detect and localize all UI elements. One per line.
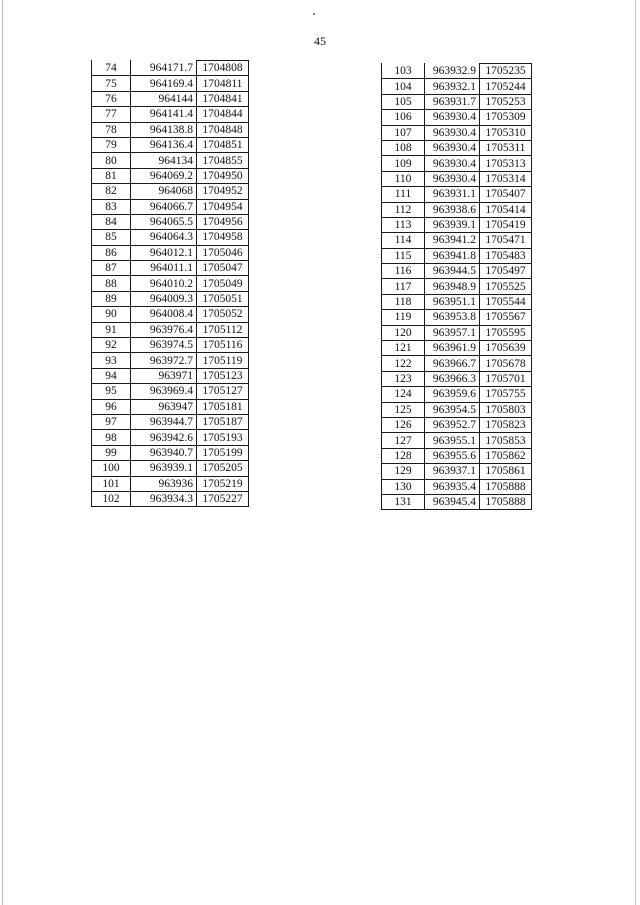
point-number-cell: 88	[92, 276, 131, 291]
y-coordinate-cell: 1705227	[197, 491, 249, 506]
point-number-cell: 77	[92, 107, 131, 122]
y-coordinate-cell: 1705199	[197, 445, 249, 460]
table-row	[92, 291, 249, 306]
table-row	[382, 479, 532, 494]
x-coordinate-cell: 964169.4	[131, 76, 197, 91]
table-row	[382, 79, 532, 94]
x-coordinate-cell: 963941.8	[425, 248, 480, 263]
y-coordinate-cell: 1705755	[480, 387, 532, 402]
x-coordinate-cell: 963930.4	[425, 140, 480, 155]
y-coordinate-cell: 1704841	[197, 91, 249, 106]
x-coordinate-cell: 963934.3	[131, 491, 197, 506]
y-coordinate-cell: 1705678	[480, 356, 532, 371]
point-number-cell: 100	[92, 461, 131, 476]
table-row	[92, 230, 249, 245]
table-row	[382, 387, 532, 402]
table-row	[382, 341, 532, 356]
y-coordinate-cell: 1705888	[480, 479, 532, 494]
point-number-cell: 94	[92, 368, 131, 383]
x-coordinate-cell: 964141.4	[131, 107, 197, 122]
y-coordinate-cell: 1705193	[197, 430, 249, 445]
table-row	[382, 202, 532, 217]
y-coordinate-cell: 1705112	[197, 322, 249, 337]
point-number-cell: 130	[382, 479, 425, 494]
point-number-cell: 128	[382, 448, 425, 463]
x-coordinate-cell: 963945.4	[425, 494, 480, 509]
table-row	[382, 187, 532, 202]
point-number-cell: 111	[382, 187, 425, 202]
table-row	[92, 307, 249, 322]
point-number-cell: 122	[382, 356, 425, 371]
table-row	[92, 245, 249, 260]
table-row	[92, 384, 249, 399]
y-coordinate-cell: 1704954	[197, 199, 249, 214]
point-number-cell: 95	[92, 384, 131, 399]
x-coordinate-cell: 963948.9	[425, 279, 480, 294]
y-coordinate-cell: 1705181	[197, 399, 249, 414]
point-number-cell: 85	[92, 230, 131, 245]
table-row	[382, 233, 532, 248]
point-number-cell: 99	[92, 445, 131, 460]
table-row	[92, 476, 249, 491]
x-coordinate-cell: 963959.6	[425, 387, 480, 402]
point-number-cell: 131	[382, 494, 425, 509]
y-coordinate-cell: 1705123	[197, 368, 249, 383]
table-row	[382, 294, 532, 309]
table-row	[92, 353, 249, 368]
point-number-cell: 84	[92, 214, 131, 229]
point-number-cell: 107	[382, 125, 425, 140]
table-row	[92, 430, 249, 445]
x-coordinate-cell: 963971	[131, 368, 197, 383]
x-coordinate-cell: 963947	[131, 399, 197, 414]
point-number-cell: 106	[382, 110, 425, 125]
table-row	[92, 107, 249, 122]
table-row	[92, 184, 249, 199]
x-coordinate-cell: 963957.1	[425, 325, 480, 340]
x-coordinate-cell: 964012.1	[131, 245, 197, 260]
table-row	[382, 494, 532, 509]
y-coordinate-cell: 1705853	[480, 433, 532, 448]
table-row	[382, 448, 532, 463]
table-row	[382, 94, 532, 109]
table-row	[92, 399, 249, 414]
y-coordinate-cell: 1705244	[480, 79, 532, 94]
point-number-cell: 80	[92, 153, 131, 168]
table-row	[382, 402, 532, 417]
x-coordinate-cell: 963938.6	[425, 202, 480, 217]
table-row	[382, 217, 532, 232]
point-number-cell: 79	[92, 137, 131, 152]
x-coordinate-cell: 963930.4	[425, 110, 480, 125]
table-row	[382, 64, 532, 79]
table-row	[382, 156, 532, 171]
x-coordinate-cell: 963939.1	[131, 461, 197, 476]
y-coordinate-cell: 1705639	[480, 341, 532, 356]
table-row	[92, 261, 249, 276]
x-coordinate-cell: 963952.7	[425, 417, 480, 432]
x-coordinate-cell: 963966.7	[425, 356, 480, 371]
table-row	[382, 264, 532, 279]
y-coordinate-cell: 1704956	[197, 214, 249, 229]
point-number-cell: 98	[92, 430, 131, 445]
point-number-cell: 109	[382, 156, 425, 171]
y-coordinate-cell: 1705253	[480, 94, 532, 109]
table-row	[92, 491, 249, 506]
table-row	[382, 279, 532, 294]
point-number-cell: 86	[92, 245, 131, 260]
table-row	[92, 91, 249, 106]
y-coordinate-cell: 1704844	[197, 107, 249, 122]
point-number-cell: 124	[382, 387, 425, 402]
y-coordinate-cell: 1705127	[197, 384, 249, 399]
y-coordinate-cell: 1705205	[197, 461, 249, 476]
y-coordinate-cell: 1704952	[197, 184, 249, 199]
x-coordinate-cell: 963944.7	[131, 414, 197, 429]
scan-speck	[313, 13, 315, 15]
coordinates-table-right	[381, 63, 532, 510]
point-number-cell: 120	[382, 325, 425, 340]
x-coordinate-cell: 963951.1	[425, 294, 480, 309]
y-coordinate-cell: 1705823	[480, 417, 532, 432]
table-row	[92, 214, 249, 229]
x-coordinate-cell: 963955.1	[425, 433, 480, 448]
x-coordinate-cell: 963969.4	[131, 384, 197, 399]
y-coordinate-cell: 1705311	[480, 140, 532, 155]
table-row	[382, 417, 532, 432]
x-coordinate-cell: 964066.7	[131, 199, 197, 214]
y-coordinate-cell: 1705525	[480, 279, 532, 294]
table-row	[92, 461, 249, 476]
point-number-cell: 75	[92, 76, 131, 91]
y-coordinate-cell: 1705235	[480, 64, 532, 79]
point-number-cell: 90	[92, 307, 131, 322]
x-coordinate-cell: 964065.5	[131, 214, 197, 229]
y-coordinate-cell: 1705219	[197, 476, 249, 491]
x-coordinate-cell: 963972.7	[131, 353, 197, 368]
point-number-cell: 93	[92, 353, 131, 368]
x-coordinate-cell: 964144	[131, 91, 197, 106]
x-coordinate-cell: 963939.1	[425, 217, 480, 232]
point-number-cell: 102	[92, 491, 131, 506]
x-coordinate-cell: 964011.1	[131, 261, 197, 276]
y-coordinate-cell: 1705497	[480, 264, 532, 279]
x-coordinate-cell: 964068	[131, 184, 197, 199]
x-coordinate-cell: 963930.4	[425, 171, 480, 186]
point-number-cell: 76	[92, 91, 131, 106]
table-row	[382, 371, 532, 386]
page-edge-right	[635, 0, 636, 905]
table-row	[92, 137, 249, 152]
point-number-cell: 123	[382, 371, 425, 386]
y-coordinate-cell: 1704811	[197, 76, 249, 91]
y-coordinate-cell: 1704851	[197, 137, 249, 152]
y-coordinate-cell: 1705051	[197, 291, 249, 306]
x-coordinate-cell: 963941.2	[425, 233, 480, 248]
table-row	[92, 76, 249, 91]
table-row	[92, 445, 249, 460]
x-coordinate-cell: 964069.2	[131, 168, 197, 183]
point-number-cell: 126	[382, 417, 425, 432]
x-coordinate-cell: 963940.7	[131, 445, 197, 460]
table-row	[382, 464, 532, 479]
y-coordinate-cell: 1704808	[197, 61, 249, 76]
point-number-cell: 92	[92, 338, 131, 353]
point-number-cell: 89	[92, 291, 131, 306]
point-number-cell: 108	[382, 140, 425, 155]
point-number-cell: 115	[382, 248, 425, 263]
x-coordinate-cell: 963954.5	[425, 402, 480, 417]
y-coordinate-cell: 1705052	[197, 307, 249, 322]
table-row	[92, 168, 249, 183]
y-coordinate-cell: 1704848	[197, 122, 249, 137]
table-row	[382, 325, 532, 340]
table-row	[382, 125, 532, 140]
point-number-cell: 112	[382, 202, 425, 217]
page-edge-left	[2, 0, 3, 905]
x-coordinate-cell: 964136.4	[131, 137, 197, 152]
x-coordinate-cell: 963942.6	[131, 430, 197, 445]
y-coordinate-cell: 1705313	[480, 156, 532, 171]
y-coordinate-cell: 1704958	[197, 230, 249, 245]
point-number-cell: 78	[92, 122, 131, 137]
x-coordinate-cell: 963932.9	[425, 64, 480, 79]
table-row	[382, 171, 532, 186]
x-coordinate-cell: 964134	[131, 153, 197, 168]
point-number-cell: 110	[382, 171, 425, 186]
table-row	[382, 356, 532, 371]
point-number-cell: 119	[382, 310, 425, 325]
x-coordinate-cell: 964171.7	[131, 61, 197, 76]
table-row	[92, 122, 249, 137]
point-number-cell: 91	[92, 322, 131, 337]
point-number-cell: 103	[382, 64, 425, 79]
x-coordinate-cell: 964064.3	[131, 230, 197, 245]
y-coordinate-cell: 1704855	[197, 153, 249, 168]
x-coordinate-cell: 963961.9	[425, 341, 480, 356]
point-number-cell: 74	[92, 61, 131, 76]
y-coordinate-cell: 1705803	[480, 402, 532, 417]
x-coordinate-cell: 963936	[131, 476, 197, 491]
y-coordinate-cell: 1705414	[480, 202, 532, 217]
x-coordinate-cell: 963935.4	[425, 479, 480, 494]
x-coordinate-cell: 963931.7	[425, 94, 480, 109]
point-number-cell: 121	[382, 341, 425, 356]
y-coordinate-cell: 1705310	[480, 125, 532, 140]
point-number-cell: 81	[92, 168, 131, 183]
point-number-cell: 117	[382, 279, 425, 294]
table-row	[92, 153, 249, 168]
point-number-cell: 83	[92, 199, 131, 214]
table-row	[382, 310, 532, 325]
table-row	[382, 110, 532, 125]
x-coordinate-cell: 963930.4	[425, 156, 480, 171]
x-coordinate-cell: 964008.4	[131, 307, 197, 322]
table-row	[382, 140, 532, 155]
y-coordinate-cell: 1705047	[197, 261, 249, 276]
x-coordinate-cell: 964138.8	[131, 122, 197, 137]
y-coordinate-cell: 1705046	[197, 245, 249, 260]
x-coordinate-cell: 963944.5	[425, 264, 480, 279]
table-row	[92, 276, 249, 291]
point-number-cell: 113	[382, 217, 425, 232]
point-number-cell: 97	[92, 414, 131, 429]
point-number-cell: 105	[382, 94, 425, 109]
point-number-cell: 96	[92, 399, 131, 414]
x-coordinate-cell: 963974.5	[131, 338, 197, 353]
x-coordinate-cell: 963931.1	[425, 187, 480, 202]
y-coordinate-cell: 1705861	[480, 464, 532, 479]
table-row	[92, 414, 249, 429]
point-number-cell: 116	[382, 264, 425, 279]
x-coordinate-cell: 963930.4	[425, 125, 480, 140]
table-row	[92, 61, 249, 76]
y-coordinate-cell: 1705116	[197, 338, 249, 353]
x-coordinate-cell: 963932.1	[425, 79, 480, 94]
page-number: 45	[314, 34, 326, 48]
point-number-cell: 127	[382, 433, 425, 448]
y-coordinate-cell: 1705544	[480, 294, 532, 309]
x-coordinate-cell: 963937.1	[425, 464, 480, 479]
y-coordinate-cell: 1705119	[197, 353, 249, 368]
y-coordinate-cell: 1705187	[197, 414, 249, 429]
table-row	[92, 199, 249, 214]
y-coordinate-cell: 1705483	[480, 248, 532, 263]
x-coordinate-cell: 963976.4	[131, 322, 197, 337]
table-row	[92, 368, 249, 383]
point-number-cell: 114	[382, 233, 425, 248]
point-number-cell: 82	[92, 184, 131, 199]
point-number-cell: 125	[382, 402, 425, 417]
y-coordinate-cell: 1705471	[480, 233, 532, 248]
x-coordinate-cell: 963966.3	[425, 371, 480, 386]
x-coordinate-cell: 964009.3	[131, 291, 197, 306]
coordinates-table-left	[91, 60, 249, 507]
y-coordinate-cell: 1705595	[480, 325, 532, 340]
y-coordinate-cell: 1705049	[197, 276, 249, 291]
y-coordinate-cell: 1705314	[480, 171, 532, 186]
x-coordinate-cell: 963955.6	[425, 448, 480, 463]
table-row	[92, 322, 249, 337]
y-coordinate-cell: 1704950	[197, 168, 249, 183]
y-coordinate-cell: 1705309	[480, 110, 532, 125]
table-row	[382, 433, 532, 448]
x-coordinate-cell: 963953.8	[425, 310, 480, 325]
point-number-cell: 101	[92, 476, 131, 491]
table-row	[382, 248, 532, 263]
point-number-cell: 118	[382, 294, 425, 309]
y-coordinate-cell: 1705407	[480, 187, 532, 202]
x-coordinate-cell: 964010.2	[131, 276, 197, 291]
point-number-cell: 129	[382, 464, 425, 479]
y-coordinate-cell: 1705419	[480, 217, 532, 232]
y-coordinate-cell: 1705888	[480, 494, 532, 509]
table-row	[92, 338, 249, 353]
y-coordinate-cell: 1705862	[480, 448, 532, 463]
y-coordinate-cell: 1705701	[480, 371, 532, 386]
point-number-cell: 104	[382, 79, 425, 94]
point-number-cell: 87	[92, 261, 131, 276]
y-coordinate-cell: 1705567	[480, 310, 532, 325]
